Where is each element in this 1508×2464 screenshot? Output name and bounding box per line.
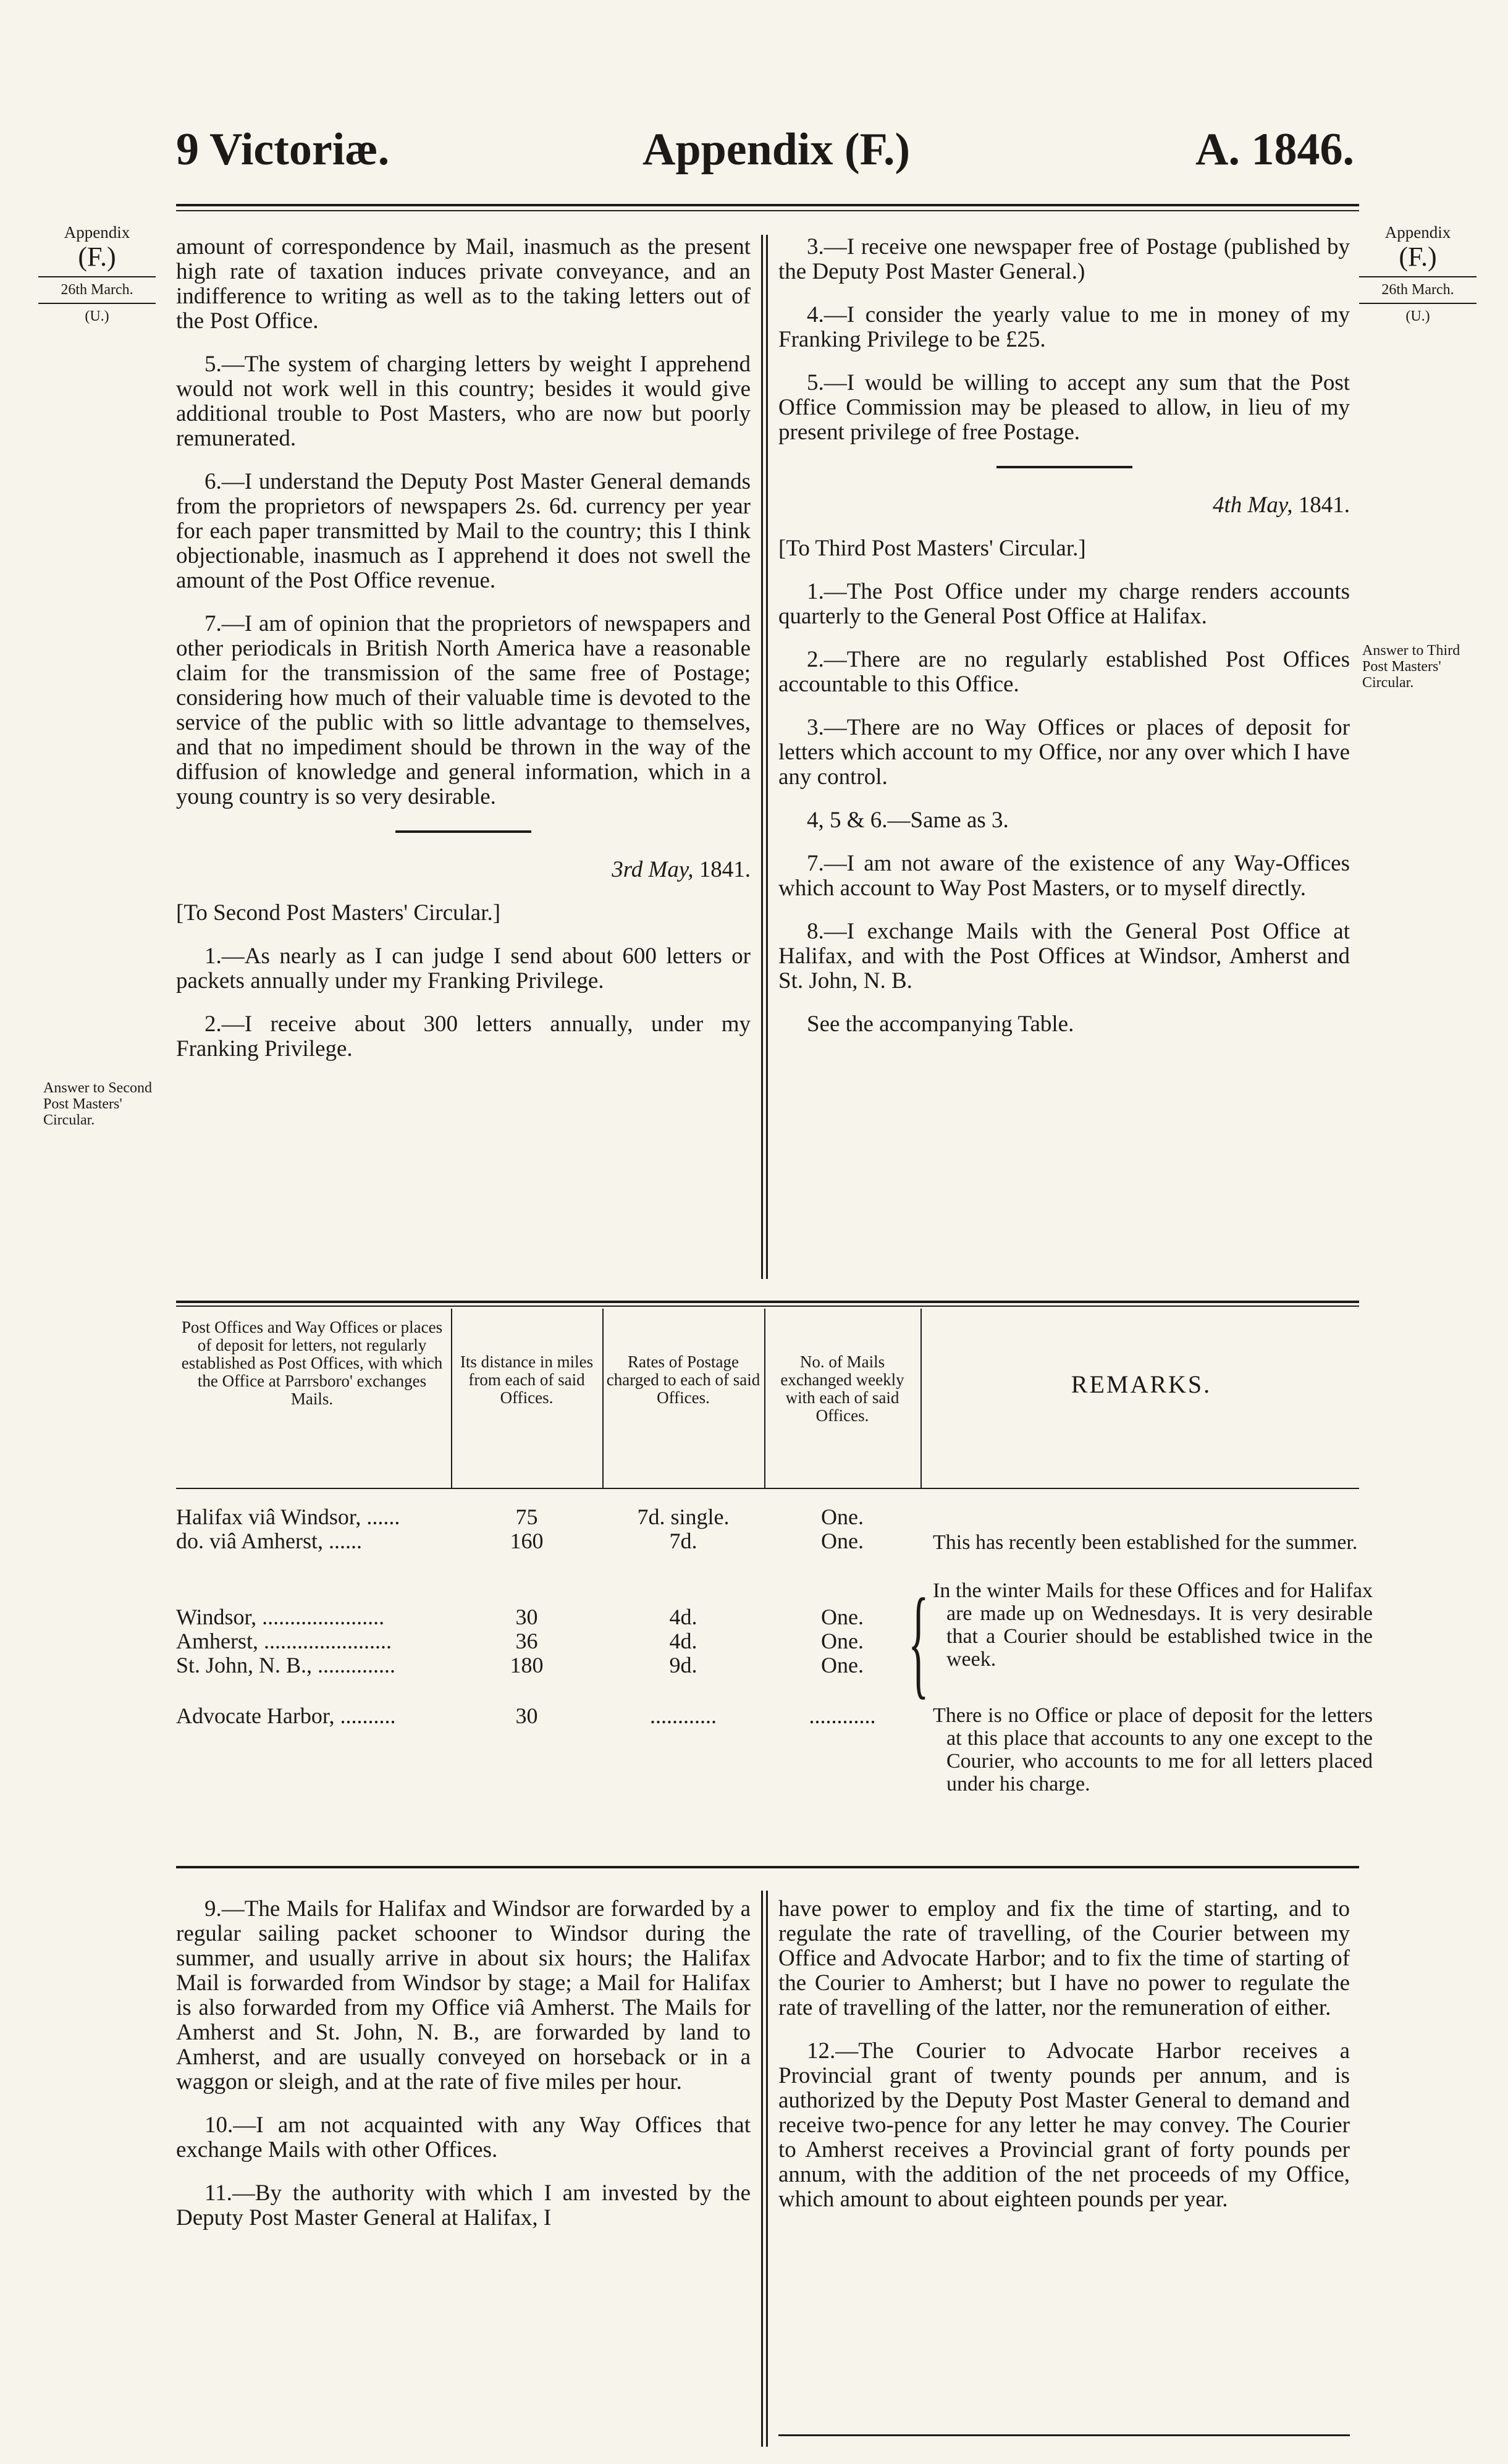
paragraph-11: 11.—By the authority with which I am invested by the Deputy Post Master General at Halifax, I xyxy=(176,2180,751,2230)
paragraph-12: 12.—The Courier to Advocate Harbor receives a Provincial grant of twenty pounds per annum, and is authorized by the Deputy Post Master General to demand and receive two-pence for any letter he may convey. The Courier to Amherst receives a Provincial grant of forty pounds per annum, with the addition of the net proceeds of my Office, which amount to about eighteen pounds per year. xyxy=(778,2038,1350,2212)
circular-answer-4-5-6: 4, 5 & 6.—Same as 3. xyxy=(807,808,1009,833)
margin-appendix-letter: (F.) xyxy=(1399,242,1437,272)
cell-office: do. viâ Amherst, ...... xyxy=(176,1529,362,1553)
brace-icon: { xyxy=(908,1574,929,1710)
margin-date: 26th March. xyxy=(61,282,133,298)
circular-answer-8: 8.—I exchange Mails with the General Post Office at Halifax, and with the Post Offices at Windsor, Amherst and St. John, N. B. xyxy=(778,919,1350,994)
table-col-divider xyxy=(920,1309,922,1488)
paragraph-5: 5.—I would be willing to accept any sum that the Post Office Commission may be pleased to allow, in lieu of my present privilege of free Postage. xyxy=(778,370,1350,445)
header-rule-bottom xyxy=(176,210,1359,211)
end-rule xyxy=(778,2434,1350,2436)
circular-answer-2: 2.—I receive about 300 letters annually, under my Franking Privilege. xyxy=(176,1011,751,1061)
paragraph-9: 9.—The Mails for Halifax and Windsor are forwarded by a regular sailing packet schooner to Windsor during the summer, and usually arrive in about six hours; the Halifax Mail is forwarded from Windsor by stage; a Mail for Halifax is also forwarded from my Office viâ Amherst. The Mails for Amherst and St. John, N. B., are forwarded by land to Amherst, and are usually conveyed on horseback or in a waggon or sleigh, and at the rate of five miles per hour. xyxy=(176,1896,751,2095)
cell-distance: 160 xyxy=(510,1529,544,1553)
cell-rate: ............ xyxy=(650,1703,717,1728)
margin-left xyxy=(38,224,156,326)
circular-answer-2: 2.—There are no regularly established Post Offices accountable to this Office. xyxy=(778,647,1350,697)
cell-office: Amherst, ....................... xyxy=(176,1629,392,1653)
circular-heading: [To Third Post Masters' Circular.] xyxy=(778,536,1086,561)
paragraph-continued: amount of correspondence by Mail, inasmuch as the present high rate of taxation induces private conveyance, and an indifference to writing as well as to the taking letters out of the Post Office. xyxy=(176,234,751,334)
circular-heading: [To Second Post Masters' Circular.] xyxy=(176,900,501,926)
letter-date: 3rd May, 1841. xyxy=(612,857,751,882)
cell-mails: One. xyxy=(821,1504,864,1529)
cell-office: St. John, N. B., .............. xyxy=(176,1653,396,1677)
circular-answer-1: 1.—The Post Office under my charge renders accounts quarterly to the General Post Office at Halifax. xyxy=(778,579,1350,629)
header-offices: Post Offices and Way Offices or places of deposit for letters, not regularly established as Post Offices, with which the Office at Parrsboro' exchanges Mails. xyxy=(181,1318,443,1408)
margin-code: (U.) xyxy=(85,308,109,324)
paragraph-10: 10.—I am not acquainted with any Way Offices that exchange Mails with other Offices. xyxy=(176,2112,751,2162)
column-divider-lower-2 xyxy=(766,1891,768,2447)
table-rule-top xyxy=(176,1301,1359,1303)
letter-date: 4th May, 1841. xyxy=(1213,492,1350,518)
side-note-second-circular: Answer to Second Post Masters' Circular. xyxy=(43,1080,152,1128)
paragraph-4: 4.—I consider the yearly value to me in money of my Franking Privilege to be £25. xyxy=(778,302,1350,352)
column-divider-upper-2 xyxy=(766,235,768,1279)
cell-rate: 4d. xyxy=(669,1605,697,1629)
cell-mails: ............ xyxy=(809,1703,876,1728)
margin-appendix-letter: (F.) xyxy=(78,242,116,272)
right-column xyxy=(778,235,1350,1055)
see-table-note: See the accompanying Table. xyxy=(807,1011,1074,1037)
margin-date: 26th March. xyxy=(1381,282,1454,298)
table-rule-top-2 xyxy=(176,1306,1359,1307)
cell-distance: 36 xyxy=(515,1629,538,1653)
margin-right xyxy=(1359,224,1476,326)
cell-mails: One. xyxy=(821,1653,864,1677)
remark-advocate: There is no Office or place of deposit for the letters at this place that accounts to any one except to the Courier, who accounts to me for all letters placed under his charge. xyxy=(933,1704,1373,1795)
paragraph-7: 7.—I am of opinion that the proprietors of newspapers and other periodicals in British North America have a reasonable claim for the transmission of the same free of Postage; considering how much of their valuable time is devoted to the service of the public with so little advantage to themselves, and that no impediment should be thrown in the way of the diffusion of knowledge and general information, which in a young country is so very desirable. xyxy=(176,611,751,809)
column-divider-lower xyxy=(761,1891,763,2447)
cell-distance: 30 xyxy=(515,1703,538,1728)
table-col-divider xyxy=(764,1309,765,1488)
header-mails: No. of Mails exchanged weekly with each of said Offices. xyxy=(780,1352,904,1425)
table-rule-bottom xyxy=(176,1866,1359,1868)
header-rule-top xyxy=(176,204,1359,206)
mail-exchange-table xyxy=(176,1309,1373,1865)
margin-appendix-label: Appendix xyxy=(64,223,130,242)
cell-mails: One. xyxy=(821,1529,864,1553)
paragraph-3: 3.—I receive one newspaper free of Postage (published by the Deputy Post Master General.) xyxy=(778,234,1350,284)
cell-mails: One. xyxy=(821,1605,864,1629)
column-divider-upper xyxy=(761,235,763,1279)
circular-answer-1: 1.—As nearly as I can judge I send about 600 letters or packets annually under my Franking Privilege. xyxy=(176,943,751,994)
section-rule xyxy=(395,830,531,833)
cell-rate: 7d. xyxy=(669,1529,697,1553)
paragraph-5: 5.—The system of charging letters by weight I apprehend would not work well in this country; besides it would give additional trouble to Post Masters, who are now but poorly remunerated. xyxy=(176,352,751,451)
circular-answer-7: 7.—I am not aware of the existence of any Way-Offices which account to Way Post Masters, or to myself directly. xyxy=(778,851,1350,901)
circular-answer-3: 3.—There are no Way Offices or places of deposit for letters which account to my Office, nor any over which I have any control. xyxy=(778,715,1350,790)
cell-mails: One. xyxy=(821,1629,864,1653)
cell-rate: 7d. single. xyxy=(637,1504,730,1529)
header-remarks: REMARKS. xyxy=(1071,1370,1212,1398)
table-col-divider xyxy=(602,1309,604,1488)
header-distance: Its distance in miles from each of said Offices. xyxy=(460,1352,594,1407)
lower-right-column xyxy=(778,1897,1350,2230)
section-rule xyxy=(996,466,1132,468)
cell-distance: 75 xyxy=(515,1504,538,1529)
table-col-divider xyxy=(451,1309,452,1488)
remark-winter: In the winter Mails for these Offices and for Halifax are made up on Wednesdays. It is very desirable that a Courier should be established twice in the week. xyxy=(933,1579,1373,1671)
paragraph-6: 6.—I understand the Deputy Post Master General demands from the proprietors of newspapers 2s. 6d. currency per year for each paper transmitted by Mail to the country; this I think objectionable, inasmuch as I apprehend it does not swell the amount of the Post Office revenue. xyxy=(176,469,751,593)
header-title: Appendix (F.) xyxy=(642,124,911,175)
lower-left-column xyxy=(176,1897,751,2249)
side-note-third-circular: Answer to Third Post Masters' Circular. xyxy=(1362,643,1460,691)
header-session: 9 Victoriæ. xyxy=(176,124,390,175)
table-header-rule xyxy=(176,1488,1359,1489)
cell-rate: 9d. xyxy=(669,1653,697,1677)
cell-distance: 180 xyxy=(510,1653,544,1677)
left-column xyxy=(176,235,751,1080)
paragraph-11-continued: have power to employ and fix the time of starting, and to regulate the rate of travelling, of the Courier between my Office and Advocate Harbor; and to fix the time of starting of the Courier to Amherst; but I have no power to regulate the rate of travelling of the latter, nor the remuneration of either. xyxy=(778,1896,1350,2020)
cell-office: Advocate Harbor, .......... xyxy=(176,1703,396,1728)
cell-rate: 4d. xyxy=(669,1629,697,1653)
cell-office: Windsor, ...................... xyxy=(176,1605,385,1629)
margin-appendix-label: Appendix xyxy=(1384,223,1451,242)
remark-summer: This has recently been established for the summer. xyxy=(933,1531,1358,1554)
header-rates: Rates of Postage charged to each of said Offices. xyxy=(606,1352,760,1407)
cell-office: Halifax viâ Windsor, ...... xyxy=(176,1504,400,1529)
header-year: A. 1846. xyxy=(1195,124,1354,175)
cell-distance: 30 xyxy=(515,1605,538,1629)
margin-code: (U.) xyxy=(1405,308,1430,324)
